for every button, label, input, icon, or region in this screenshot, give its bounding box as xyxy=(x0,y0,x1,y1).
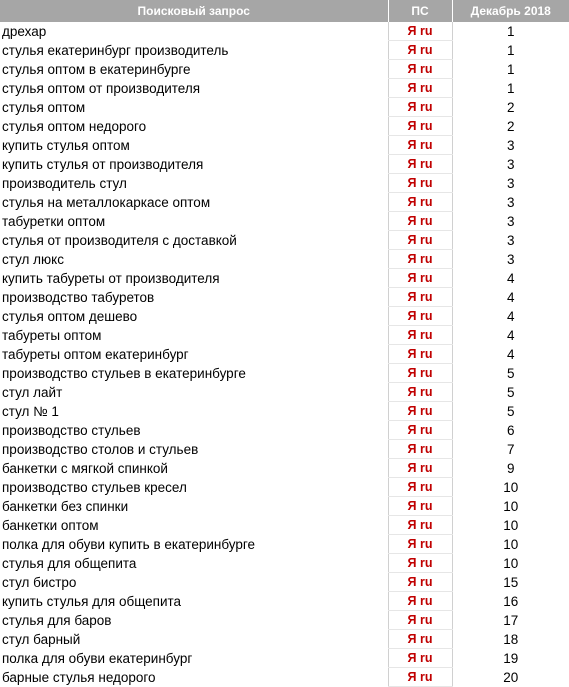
ps-cell: Я ru xyxy=(388,383,452,402)
table-row xyxy=(0,22,569,41)
ps-cell: Я ru xyxy=(388,592,452,611)
position-cell: 3 xyxy=(506,156,515,172)
table-row xyxy=(0,421,569,440)
table-row xyxy=(0,41,569,60)
table-row xyxy=(0,307,569,326)
query-cell: банкетки с мягкой спинкой xyxy=(2,460,168,476)
ps-cell: Я ru xyxy=(388,478,452,497)
query-cell: стулья для баров xyxy=(2,612,112,628)
ps-cell: Я ru xyxy=(388,668,452,687)
ps-cell: Я ru xyxy=(388,117,452,136)
table-row xyxy=(0,554,569,573)
position-cell: 3 xyxy=(506,213,515,229)
ps-cell: Я ru xyxy=(388,573,452,592)
ps-cell: Я ru xyxy=(388,326,452,345)
query-cell: стул люкс xyxy=(2,251,64,267)
position-cell: 10 xyxy=(503,536,519,552)
ps-cell: Я ru xyxy=(388,402,452,421)
header-month: Декабрь 2018 xyxy=(452,0,569,22)
position-cell: 16 xyxy=(503,593,519,609)
ps-cell: Я ru xyxy=(388,212,452,231)
ps-cell: Я ru xyxy=(388,269,452,288)
query-cell: производство стульев в екатеринбурге xyxy=(2,365,246,381)
table-row xyxy=(0,117,569,136)
table-row xyxy=(0,383,569,402)
position-cell: 1 xyxy=(506,61,515,77)
query-cell: стулья на металлокаркасе оптом xyxy=(2,194,211,210)
table-row xyxy=(0,478,569,497)
ps-cell: Я ru xyxy=(388,421,452,440)
ps-cell: Я ru xyxy=(388,98,452,117)
query-cell: купить стулья оптом xyxy=(2,137,130,153)
position-cell: 4 xyxy=(506,270,515,286)
position-cell: 3 xyxy=(506,251,515,267)
header-query: Поисковый запрос xyxy=(0,0,388,22)
ps-cell: Я ru xyxy=(388,231,452,250)
query-cell: стулья оптом дешево xyxy=(2,308,138,324)
table-row xyxy=(0,155,569,174)
table-body xyxy=(0,22,569,687)
ps-cell: Я ru xyxy=(388,79,452,98)
position-cell: 10 xyxy=(503,479,519,495)
table-row xyxy=(0,250,569,269)
query-cell: стул лайт xyxy=(2,384,63,400)
position-cell: 3 xyxy=(506,194,515,210)
ps-cell: Я ru xyxy=(388,630,452,649)
query-cell: стулья от производителя с доставкой xyxy=(2,232,237,248)
query-cell: купить стулья для общепита xyxy=(2,593,182,609)
position-cell: 3 xyxy=(506,137,515,153)
ps-cell: Я ru xyxy=(388,41,452,60)
table-row xyxy=(0,364,569,383)
query-cell: производство стульев xyxy=(2,422,141,438)
table-row xyxy=(0,497,569,516)
ps-cell: Я ru xyxy=(388,554,452,573)
query-cell: стулья оптом от производителя xyxy=(2,80,201,96)
position-cell: 4 xyxy=(506,308,515,324)
position-cell: 3 xyxy=(506,175,515,191)
table-row xyxy=(0,269,569,288)
query-cell: производство табуретов xyxy=(2,289,155,305)
table-row xyxy=(0,402,569,421)
ps-cell: Я ru xyxy=(388,174,452,193)
table-row xyxy=(0,592,569,611)
position-cell: 9 xyxy=(506,460,515,476)
table-row xyxy=(0,60,569,79)
query-cell: стулья для общепита xyxy=(2,555,137,571)
query-cell: купить стулья от производителя xyxy=(2,156,204,172)
query-cell: банкетки без спинки xyxy=(2,498,129,514)
query-cell: банкетки оптом xyxy=(2,517,99,533)
query-cell: стул бистро xyxy=(2,574,77,590)
query-cell: купить табуреты от производителя xyxy=(2,270,220,286)
query-cell: стулья оптом xyxy=(2,99,86,115)
query-cell: производство стульев кресел xyxy=(2,479,187,495)
table-row xyxy=(0,345,569,364)
query-cell: дрехар xyxy=(2,23,47,39)
ps-cell: Я ru xyxy=(388,649,452,668)
position-cell: 10 xyxy=(503,498,519,514)
query-cell: стулья оптом в екатеринбурге xyxy=(2,61,191,77)
position-cell: 4 xyxy=(506,346,515,362)
position-cell: 15 xyxy=(503,574,519,590)
table-row xyxy=(0,668,569,687)
ps-cell: Я ru xyxy=(388,250,452,269)
ps-cell: Я ru xyxy=(388,155,452,174)
ps-cell: Я ru xyxy=(388,60,452,79)
position-cell: 5 xyxy=(506,384,515,400)
position-cell: 7 xyxy=(506,441,515,457)
position-cell: 5 xyxy=(506,365,515,381)
ps-cell: Я ru xyxy=(388,364,452,383)
ps-cell: Я ru xyxy=(388,22,452,41)
table-row xyxy=(0,326,569,345)
table-row xyxy=(0,611,569,630)
table-row xyxy=(0,573,569,592)
position-cell: 1 xyxy=(506,42,515,58)
position-cell: 2 xyxy=(506,99,515,115)
header-row xyxy=(0,0,569,22)
query-cell: табуреты оптом xyxy=(2,327,102,343)
query-cell: барные стулья недорого xyxy=(2,669,156,685)
ps-cell: Я ru xyxy=(388,497,452,516)
query-cell: производитель стул xyxy=(2,175,127,191)
position-cell: 4 xyxy=(506,327,515,343)
table-row xyxy=(0,516,569,535)
position-cell: 18 xyxy=(503,631,519,647)
position-cell: 20 xyxy=(503,669,519,685)
table-row xyxy=(0,459,569,478)
table-row xyxy=(0,136,569,155)
ps-cell: Я ru xyxy=(388,307,452,326)
position-cell: 6 xyxy=(506,422,515,438)
position-cell: 4 xyxy=(506,289,515,305)
position-cell: 19 xyxy=(503,650,519,666)
table-row xyxy=(0,212,569,231)
ps-cell: Я ru xyxy=(388,288,452,307)
position-cell: 2 xyxy=(506,118,515,134)
position-cell: 10 xyxy=(503,517,519,533)
position-cell: 1 xyxy=(506,23,515,39)
table-row xyxy=(0,535,569,554)
position-cell: 3 xyxy=(506,232,515,248)
position-cell: 1 xyxy=(506,80,515,96)
query-cell: стулья оптом недорого xyxy=(2,118,147,134)
table-row xyxy=(0,79,569,98)
query-cell: полка для обуви купить в екатеринбурге xyxy=(2,536,256,552)
ps-cell: Я ru xyxy=(388,535,452,554)
ps-cell: Я ru xyxy=(388,459,452,478)
query-cell: табуретки оптом xyxy=(2,213,106,229)
table-row xyxy=(0,649,569,668)
header-ps: ПС xyxy=(388,0,452,22)
table-row xyxy=(0,630,569,649)
ps-cell: Я ru xyxy=(388,345,452,364)
table-row xyxy=(0,440,569,459)
table-row xyxy=(0,174,569,193)
query-cell: стул барный xyxy=(2,631,81,647)
query-cell: табуреты оптом екатеринбург xyxy=(2,346,189,362)
table-row xyxy=(0,98,569,117)
query-cell: стулья екатеринбург производитель xyxy=(2,42,229,58)
position-cell: 17 xyxy=(503,612,519,628)
ps-cell: Я ru xyxy=(388,516,452,535)
query-cell: стул № 1 xyxy=(2,403,59,419)
position-cell: 10 xyxy=(503,555,519,571)
ps-cell: Я ru xyxy=(388,611,452,630)
ps-cell: Я ru xyxy=(388,136,452,155)
table-row xyxy=(0,193,569,212)
position-cell: 5 xyxy=(506,403,515,419)
ps-cell: Я ru xyxy=(388,193,452,212)
table-row xyxy=(0,288,569,307)
table-row xyxy=(0,231,569,250)
query-cell: производство столов и стульев xyxy=(2,441,199,457)
query-cell: полка для обуви екатеринбург xyxy=(2,650,193,666)
ps-cell: Я ru xyxy=(388,440,452,459)
